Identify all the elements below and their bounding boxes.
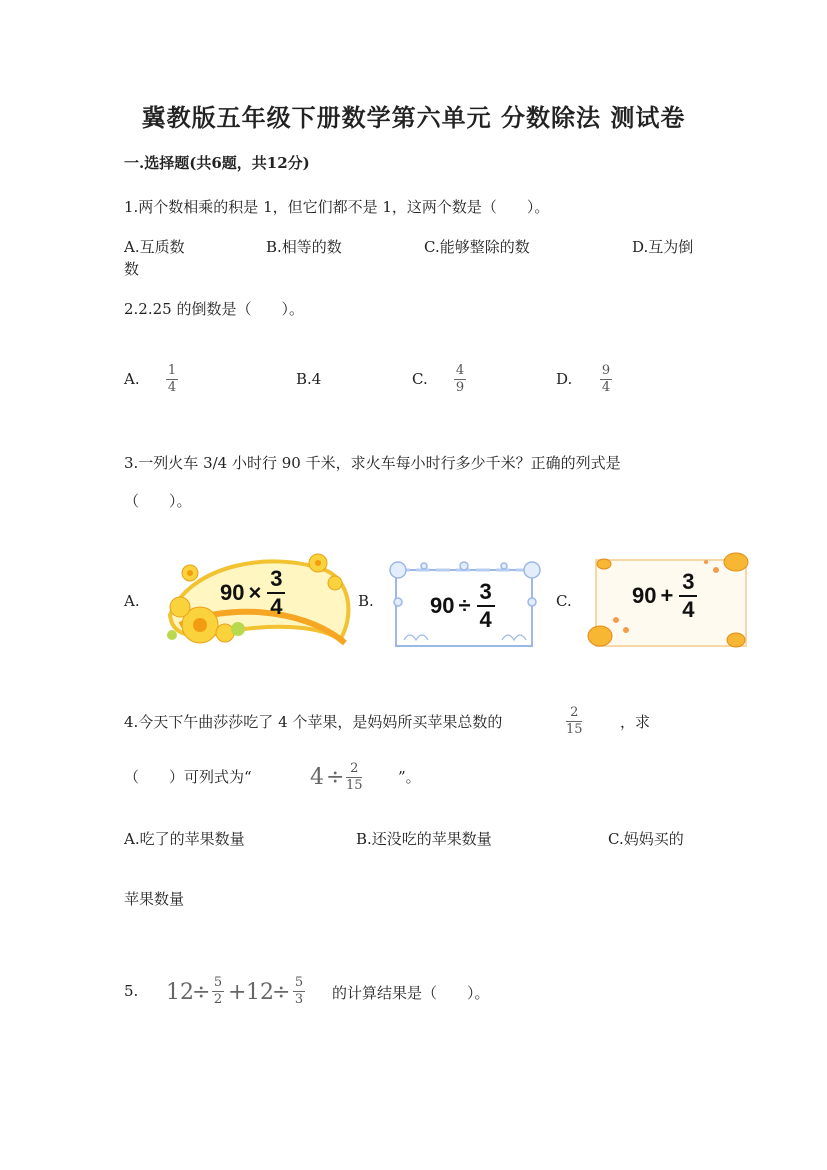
q4-expression-fraction [346, 762, 363, 793]
q5-operator-1: ÷ [192, 980, 211, 1005]
q4-option-c[interactable]: C.妈妈买的 [608, 830, 684, 848]
section-heading: 一.选择题(共6题，共12分) [124, 154, 310, 172]
q2-option-d-label[interactable]: D. [556, 370, 573, 388]
q1-option-d-wrap: 数 [124, 260, 140, 278]
question-4-line-2-end: ”。 [398, 768, 421, 786]
fraction [267, 567, 285, 619]
q5-fraction-1 [212, 976, 224, 1007]
q3-option-a-card[interactable] [150, 545, 356, 653]
q2-option-c-label[interactable]: C. [412, 370, 428, 388]
question-4-line-1: 4.今天下午曲莎莎吃了 4 个苹果，是妈妈所买苹果总数的 [124, 713, 503, 731]
numerator: 9 [601, 363, 611, 378]
fraction [679, 570, 697, 622]
whole-number: 90 [430, 593, 455, 618]
question-2-text: 2.2.25 的倒数是（ ）。 [124, 300, 304, 318]
operator: + [660, 583, 674, 608]
question-1-text: 1.两个数相乘的积是 1，但它们都不是 1，这两个数是（ ）。 [124, 198, 550, 216]
numerator: 5 [294, 975, 304, 990]
q4-expression-operator: ÷ [326, 765, 345, 790]
page-title: 冀教版五年级下册数学第六单元 分数除法 测试卷 [141, 103, 686, 132]
q5-number-a: 12 [166, 980, 194, 1005]
question-3-line-1: 3.一列火车 3/4 小时行 90 千米，求火车每小时行多少千米？正确的列式是 [124, 454, 621, 472]
q1-option-b[interactable]: B.相等的数 [266, 238, 342, 256]
q5-number-b: 12 [246, 980, 274, 1005]
question-5-text: 的计算结果是（ ）。 [332, 984, 490, 1002]
denominator: 3 [294, 992, 304, 1007]
q1-option-a[interactable]: A.互质数 [124, 238, 185, 256]
numerator: 3 [270, 566, 283, 591]
q4-option-c-wrap: 苹果数量 [124, 890, 185, 908]
numerator: 4 [455, 363, 465, 378]
denominator: 4 [682, 597, 695, 622]
q3-option-b-label[interactable]: B. [358, 592, 374, 610]
numerator: 2 [350, 761, 359, 776]
numerator: 3 [479, 579, 492, 604]
q5-operator-2: ÷ [272, 980, 291, 1005]
denominator: 15 [566, 722, 583, 737]
whole-number: 90 [220, 580, 245, 605]
numerator: 3 [682, 569, 695, 594]
q4-expression-whole: 4 [310, 765, 324, 790]
whole-number: 90 [632, 583, 657, 608]
q2-option-d-fraction [600, 364, 612, 395]
q5-plus: + [228, 980, 247, 1005]
q5-fraction-2 [293, 976, 305, 1007]
q3-option-c-card[interactable] [586, 550, 754, 654]
denominator: 4 [167, 380, 177, 395]
q2-option-c-fraction [454, 364, 466, 395]
numerator: 1 [167, 363, 177, 378]
question-4-line-2-start: （ ）可列式为“ [124, 768, 252, 786]
denominator: 15 [346, 778, 363, 793]
q4-option-a[interactable]: A.吃了的苹果数量 [124, 830, 245, 848]
q1-option-c[interactable]: C.能够整除的数 [424, 238, 530, 256]
q3-option-b-card[interactable] [384, 552, 546, 652]
operator: ÷ [458, 593, 471, 618]
denominator: 9 [455, 380, 465, 395]
denominator: 4 [479, 607, 492, 632]
denominator: 4 [270, 594, 283, 619]
q3-option-a-label[interactable]: A. [124, 592, 140, 610]
q4-fraction [566, 706, 583, 737]
numerator: 5 [213, 975, 223, 990]
q2-option-a-fraction [166, 364, 178, 395]
question-3-line-2: （ ）。 [124, 492, 192, 510]
q3-option-b-expression [430, 580, 495, 632]
question-5-label: 5. [124, 982, 139, 1000]
q3-option-a-expression [220, 567, 285, 619]
q3-option-c-expression [632, 570, 697, 622]
denominator: 2 [213, 992, 223, 1007]
denominator: 4 [601, 380, 611, 395]
fraction [477, 580, 495, 632]
q2-option-a-label[interactable]: A. [124, 370, 140, 388]
operator: × [248, 580, 262, 605]
q3-option-c-label[interactable]: C. [556, 592, 572, 610]
q4-option-b[interactable]: B.还没吃的苹果数量 [356, 830, 492, 848]
question-4-line-1-end: ，求 [620, 713, 651, 731]
q2-option-b[interactable]: B.4 [296, 370, 322, 388]
q1-option-d[interactable]: D.互为倒 [632, 238, 694, 256]
numerator: 2 [570, 705, 579, 720]
